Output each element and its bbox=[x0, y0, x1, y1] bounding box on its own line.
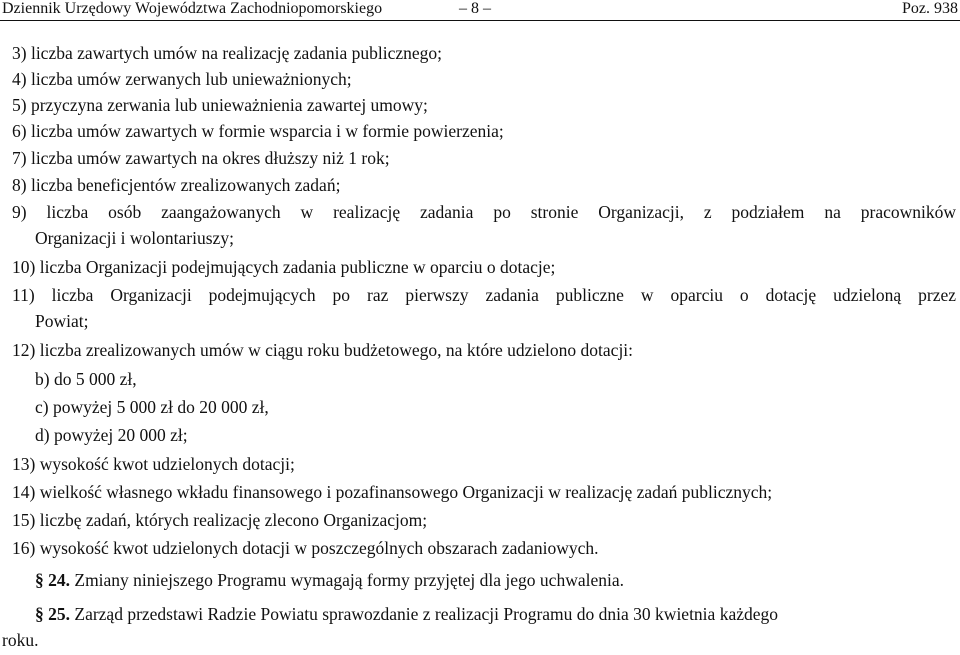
list-item: 15) liczbę zadań, których realizację zlecono Organizacjom; bbox=[12, 510, 428, 530]
list-item: 3) liczba zawartych umów na realizację zadania publicznego; bbox=[12, 43, 442, 63]
header-divider bbox=[0, 20, 960, 21]
sub-item: c) powyżej 5 000 zł do 20 000 zł, bbox=[35, 397, 269, 417]
paragraph-25 bbox=[35, 604, 956, 625]
list-item: 16) wysokość kwot udzielonych dotacji w poszczególnych obszarach zadaniowych. bbox=[12, 538, 599, 558]
list-item: 10) liczba Organizacji podejmujących zadania publiczne w oparciu o dotacje; bbox=[12, 257, 556, 277]
journal-title: Dziennik Urzędowy Województwa Zachodniopomorskiego bbox=[2, 0, 383, 17]
list-item-continuation: Organizacji i wolontariuszy; bbox=[35, 228, 234, 248]
list-item: 11) liczba Organizacji podejmujących po raz pierwszy zadania publiczne w oparciu o dotację udzieloną przez bbox=[12, 285, 956, 305]
list-item: 12) liczba zrealizowanych umów w ciągu roku budżetowego, na które udzielono dotacji: bbox=[12, 340, 634, 360]
sub-item: b) do 5 000 zł, bbox=[35, 369, 137, 389]
list-item: 13) wysokość kwot udzielonych dotacji; bbox=[12, 454, 295, 474]
sub-item: d) powyżej 20 000 zł; bbox=[35, 425, 188, 445]
list-item: 7) liczba umów zawartych na okres dłuższy niż 1 rok; bbox=[12, 148, 390, 168]
paragraph-text: Zmiany niniejszego Programu wymagają formy przyjętej dla jego uchwalenia. bbox=[74, 570, 624, 590]
page-header bbox=[0, 0, 960, 19]
paragraph-text: Zarząd przedstawi Radzie Powiatu sprawozdanie z realizacji Programu do dnia 30 kwietnia każdego bbox=[74, 604, 778, 624]
list-item: 9) liczba osób zaangażowanych w realizację zadania po stronie Organizacji, z podziałem na pracowników bbox=[12, 202, 956, 222]
list-item: 4) liczba umów zerwanych lub unieważnionych; bbox=[12, 69, 352, 89]
paragraph-continuation: roku. bbox=[2, 630, 39, 650]
list-item: 8) liczba beneficjentów zrealizowanych zadań; bbox=[12, 175, 341, 195]
list-item-continuation: Powiat; bbox=[35, 311, 89, 331]
page-number: – 8 – bbox=[459, 0, 491, 17]
paragraph-24 bbox=[35, 570, 624, 591]
position-number: Poz. 938 bbox=[902, 0, 958, 17]
list-item: 6) liczba umów zawartych w formie wsparcia i w formie powierzenia; bbox=[12, 121, 504, 141]
paragraph-number: § 25. bbox=[35, 604, 70, 624]
list-item: 14) wielkość własnego wkładu finansowego i pozafinansowego Organizacji w realizację zadań publicznych; bbox=[12, 482, 773, 502]
list-item: 5) przyczyna zerwania lub unieważnienia zawartej umowy; bbox=[12, 95, 428, 115]
paragraph-number: § 24. bbox=[35, 570, 70, 590]
